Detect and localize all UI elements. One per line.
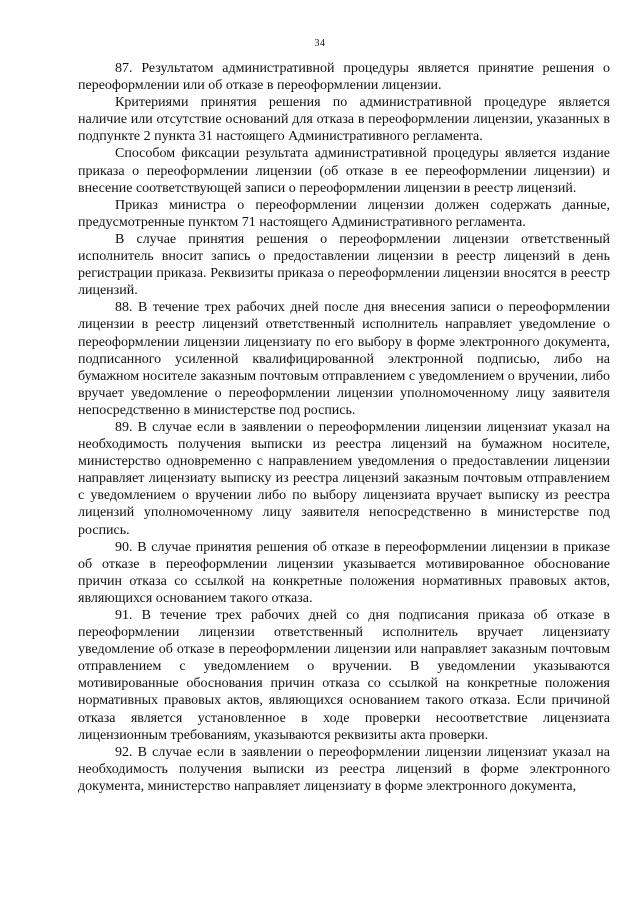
paragraph-89: 89. В случае если в заявлении о переоформлении лицензии лицензиат указал на необходимость получения выписки из реестра лицензий на бумажном носителе, министерство одновременно с направлением уведомления о предоставлении лицензии направляет лицензиату выписку из реестра лицензий заказным почтовым отправлением с уведомлением о вручении либо по выбору лицензиата вручает выписку из реестра лицензий уполномоченному лицу заявителя непосредственно в министерстве под роспись. — [78, 419, 610, 538]
paragraph-87: 87. Результатом административной процедуры является принятие решения о переоформлении или об отказе в переоформлении лицензии. — [78, 61, 610, 94]
document-body — [78, 60, 610, 795]
paragraph-91: 91. В течение трех рабочих дней со дня подписания приказа об отказе в переоформлении лицензии ответственный исполнитель вручает лицензиату уведомление об отказе в переоформлении лицензии или направляет заказным почтовым отправлением с уведомлением о вручении. В уведомлении указываются мотивированные обоснования причин отказа со ссылкой на конкретные положения нормативных правовых актов, являющихся основанием такого отказа. Если причиной отказа является установленное в ходе проверки несоответствие лицензиата лицензионным требованиям, указываются реквизиты акта проверки. — [78, 608, 610, 743]
page-number: 34 — [314, 38, 326, 49]
paragraph-order: Приказ министра о переоформлении лицензии должен содержать данные, предусмотренные пунктом 71 настоящего Административного регламента. — [78, 197, 610, 230]
paragraph-88: 88. В течение трех рабочих дней после дня внесения записи о переоформлении лицензии в реестр лицензий ответственный исполнитель направляет уведомление о переоформлении лицензии лицензиату по его выбору в форме электронного документа, подписанного усиленной квалифицированной электронной подписью, либо на бумажном носителе заказным почтовым отправлением с уведомлением о вручении, либо вручает уведомление о переоформлении лицензии уполномоченному лицу заявителя непосредственно в министерстве под роспись. — [78, 300, 610, 418]
paragraph-registry-entry: В случае принятия решения о переоформлении лицензии ответственный исполнитель вносит запись о предоставлении лицензии в реестр лицензий в день регистрации приказа. Реквизиты приказа о переоформлении лицензии вносятся в реестр лицензий. — [78, 231, 610, 299]
paragraph-92: 92. В случае если в заявлении о переоформлении лицензии лицензиат указал на необходимость получения выписки из реестра лицензий в форме электронного документа, министерство направляет лицензиату в форме электронного документа, — [78, 744, 610, 794]
paragraph-criteria: Критериями принятия решения по административной процедуре является наличие или отсутствие оснований для отказа в переоформлении лицензии, указанных в подпункте 2 пункта 31 настоящего Административного регламента. — [78, 95, 610, 145]
paragraph-90: 90. В случае принятия решения об отказе в переоформлении лицензии в приказе об отказе в переоформлении лицензии указывается мотивированное обоснование причин отказа со ссылкой на конкретные положения нормативных правовых актов, являющихся основанием такого отказа. — [78, 539, 610, 606]
paragraph-fixation: Способом фиксации результата административной процедуры является издание приказа о переоформлении лицензии (об отказе в ее переоформлении лицензии) и внесение соответствующей записи о переоформлении лицензии в реестр лицензий. — [78, 146, 610, 196]
